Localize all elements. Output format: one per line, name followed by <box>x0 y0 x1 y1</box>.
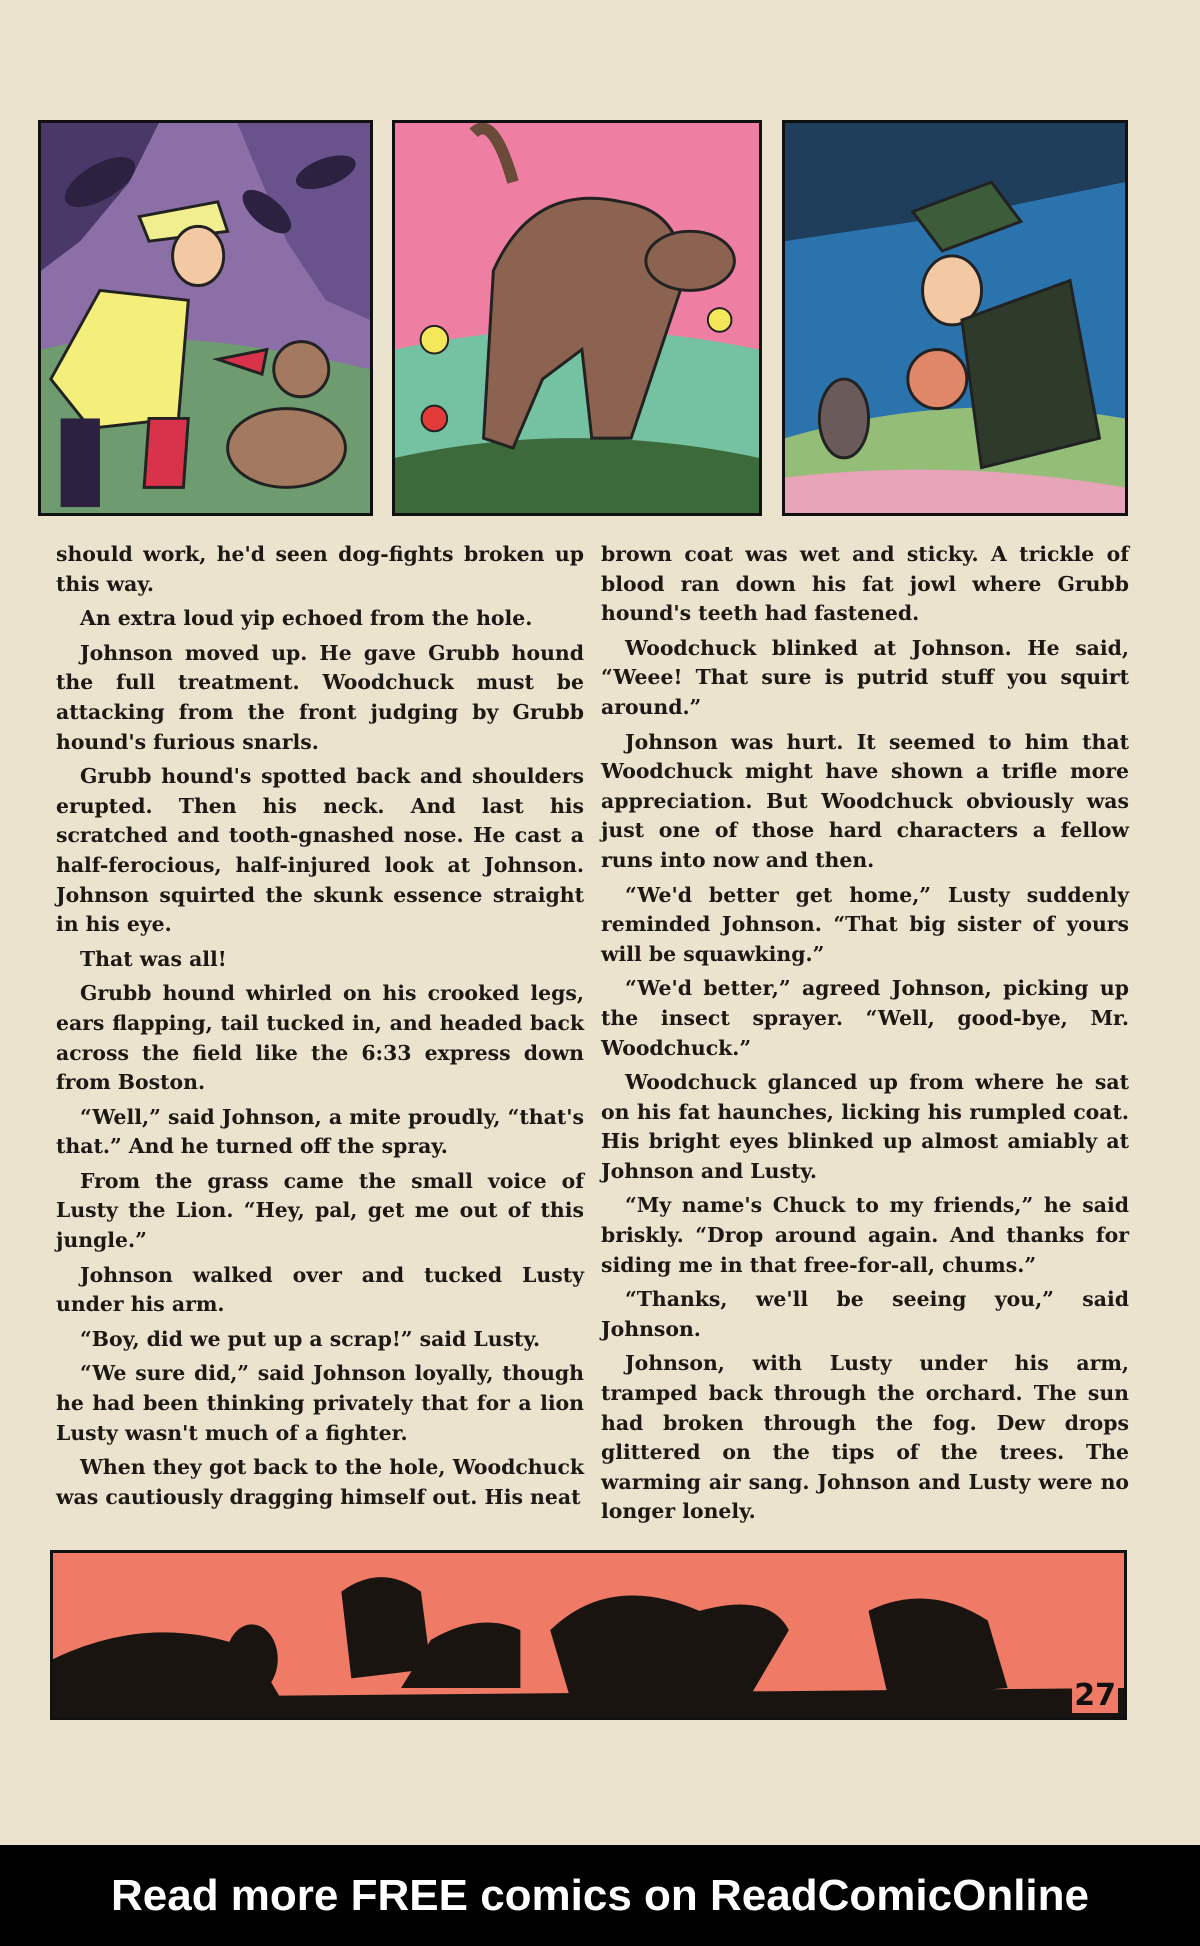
page-number: 27 <box>1074 1678 1116 1713</box>
paragraph: From the grass came the small voice of Lusty the Lion. “Hey, pal, get me out of this jungle.” <box>56 1168 584 1253</box>
text-column-right <box>601 540 1129 1532</box>
paragraph: “Boy, did we put up a scrap!” said Lusty. <box>80 1326 541 1351</box>
paragraph: An extra loud yip echoed from the hole. <box>80 606 533 631</box>
panel-3-illustration <box>785 123 1125 513</box>
silhouette-illustration <box>53 1553 1124 1717</box>
paragraph: “We'd better get home,” Lusty suddenly reminded Johnson. “That big sister of yours will be squawking.” <box>601 882 1129 966</box>
paragraph: “We sure did,” said Johnson loyally, though he had been thinking privately that for a lion Lusty wasn't much of a fighter. <box>56 1361 584 1445</box>
text-column-left <box>56 540 584 1517</box>
panel-boy-with-lion <box>782 120 1128 516</box>
paragraph: When they got back to the hole, Woodchuck was cautiously dragging himself out. His neat <box>56 1455 584 1509</box>
paragraph: Johnson, with Lusty under his arm, tramped back through the orchard. The sun had broken through the fog. Dew drops glittered on the tips of the trees. The warming air sang. Johnson and Lusty were no longer lonely. <box>601 1351 1129 1524</box>
paragraph: Johnson walked over and tucked Lusty under his arm. <box>56 1262 584 1317</box>
paragraph: “Thanks, we'll be seeing you,” said Johnson. <box>601 1287 1129 1341</box>
paragraph: “We'd better,” agreed Johnson, picking up the insect sprayer. “Well, good-bye, Mr. Woodchuck.” <box>601 976 1129 1060</box>
paragraph: Woodchuck blinked at Johnson. He said, “Weee! That sure is putrid stuff you squirt around.” <box>601 635 1129 719</box>
paragraph: Johnson was hurt. It seemed to him that Woodchuck might have shown a trifle more appreciation. But Woodchuck obviously was just one of those hard characters a fellow runs into now and then. <box>601 729 1129 872</box>
paragraph: should work, he'd seen dog-fights broken up this way. <box>56 542 584 596</box>
paragraph: Grubb hound's spotted back and shoulders erupted. Then his neck. And last his scratched and tooth-gnashed nose. He cast a half-ferocious, half-injured look at Johnson. Johnson squirted the skunk essence straight in his eye. <box>56 764 584 937</box>
paragraph: “Well,” said Johnson, a mite proudly, “that's that.” And he turned off the spray. <box>56 1104 584 1159</box>
promo-banner[interactable] <box>0 1845 1200 1946</box>
paragraph: Johnson moved up. He gave Grubb hound the full treatment. Woodchuck must be attacking from the front judging by Grubb hound's furious snarls. <box>56 640 584 754</box>
paragraph: Woodchuck glanced up from where he sat on his fat haunches, licking his rumpled coat. His bright eyes blinked up almost amiably at Johnson and Lusty. <box>601 1070 1129 1183</box>
promo-banner-text[interactable]: Read more FREE comics on ReadComicOnline <box>110 1870 1089 1920</box>
panel-2-illustration <box>395 123 759 513</box>
panel-1-illustration <box>41 123 370 513</box>
paragraph: “My name's Chuck to my friends,” he said briskly. “Drop around again. And thanks for siding me in that free-for-all, chums.” <box>601 1193 1129 1277</box>
paragraph: Grubb hound whirled on his crooked legs, ears flapping, tail tucked in, and headed back across the field like the 6:33 express down from Boston. <box>56 981 584 1095</box>
silhouette-strip <box>50 1550 1127 1720</box>
paragraph: brown coat was wet and sticky. A trickle of blood ran down his fat jowl where Grubb hound's teeth had fastened. <box>601 542 1129 626</box>
panel-hound-digging <box>392 120 762 516</box>
paragraph: That was all! <box>80 946 227 971</box>
panel-boy-spraying-dog <box>38 120 373 516</box>
